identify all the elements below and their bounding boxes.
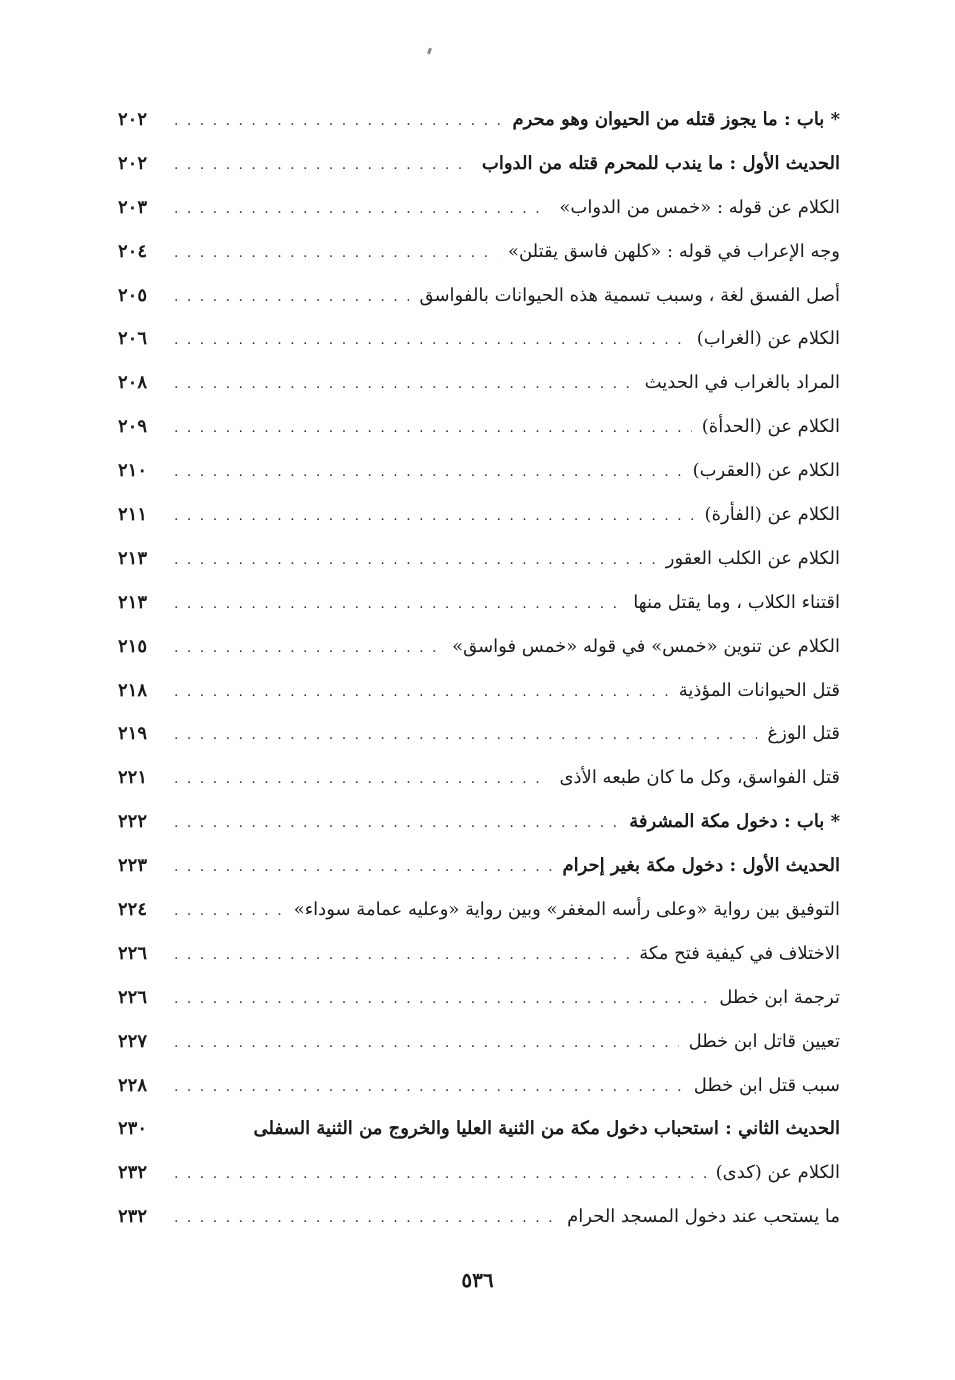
toc-dot-leader [174, 188, 549, 232]
toc-entry-title: الكلام عن (كدى) [715, 1162, 840, 1184]
toc-dot-leader [174, 714, 757, 758]
toc-entry-title: قتل الوزغ [767, 723, 840, 745]
toc-entry-page: ٢٠٥ [118, 284, 148, 306]
toc-entry-page: ٢١٨ [118, 679, 148, 701]
toc-entry [118, 712, 840, 756]
toc-entry [118, 932, 840, 976]
toc-entry-page: ٢٢٨ [118, 1074, 148, 1096]
toc-dot-leader [174, 758, 549, 802]
toc-entry [118, 1151, 840, 1195]
table-of-contents [118, 98, 840, 1239]
stray-mark [427, 48, 432, 55]
toc-entry-title: اقتناء الكلاب ، وما يقتل منها [633, 591, 840, 613]
toc-dot-leader [174, 934, 629, 978]
toc-entry [118, 449, 840, 493]
toc-entry-title: الكلام عن (الفأرة) [704, 504, 840, 526]
toc-entry-page: ٢٢٦ [118, 986, 148, 1008]
toc-entry-title: الكلام عن (الغراب) [696, 328, 840, 350]
toc-dot-leader [174, 495, 695, 539]
toc-entry [118, 537, 840, 581]
toc-dot-leader [174, 100, 502, 144]
toc-entry [118, 581, 840, 625]
toc-entry [118, 1195, 840, 1239]
toc-entry [118, 888, 840, 932]
toc-dot-leader [174, 451, 683, 495]
toc-entry [118, 669, 840, 713]
toc-entry-page: ٢٠٢ [118, 109, 148, 130]
toc-entry-page: ٢٢١ [118, 767, 148, 789]
toc-entry-title: الكلام عن قوله : «خمس من الدواب» [559, 196, 840, 218]
toc-entry [118, 317, 840, 361]
toc-dot-leader [174, 890, 284, 934]
toc-entry-page: ٢٣٠ [118, 1118, 148, 1140]
toc-entry-title: قتل الفواسق، وكل ما كان طبعه الأذى [559, 767, 840, 789]
toc-dot-leader [174, 627, 442, 671]
toc-entry-page: ٢٠٢ [118, 152, 148, 174]
toc-entry-title: وجه الإعراب في قوله : «كلهن فاسق يقتلن» [507, 240, 840, 262]
toc-entry [118, 493, 840, 537]
toc-entry-page: ٢٠٨ [118, 372, 148, 394]
toc-entry-title: ما يستحب عند دخول المسجد الحرام [567, 1206, 840, 1228]
toc-dot-leader [174, 583, 623, 627]
toc-entry-page: ٢٣٢ [118, 1162, 148, 1184]
toc-entry-title: سبب قتل ابن خطل [693, 1074, 840, 1096]
toc-entry-title: الاختلاف في كيفية فتح مكة [639, 942, 840, 964]
toc-entry-page: ٢٠٣ [118, 196, 148, 218]
toc-entry [118, 1107, 840, 1151]
toc-entry-page: ٢٣٢ [118, 1206, 148, 1228]
toc-entry [118, 844, 840, 888]
toc-entry-title: الحديث الثاني : استحباب دخول مكة من الثنية العليا والخروج من الثنية السفلى [253, 1118, 840, 1140]
toc-entry-page: ٢١٠ [118, 460, 148, 482]
toc-dot-leader [174, 1066, 684, 1110]
toc-entry [118, 142, 840, 186]
toc-entry [118, 98, 840, 142]
toc-entry-title: * باب : ما يجوز قتله من الحيوان وهو محرم [512, 109, 840, 130]
toc-entry-title: الحديث الأول : دخول مكة بغير إحرام [562, 855, 840, 877]
toc-entry-title: أصل الفسق لغة ، وسبب تسمية هذه الحيوانات بالفواسق [419, 284, 840, 306]
toc-entry-title: تعيين قاتل ابن خطل [688, 1030, 840, 1052]
toc-dot-leader [174, 1022, 679, 1066]
toc-entry-title: قتل الحيوانات المؤذية [678, 679, 840, 701]
toc-entry [118, 800, 840, 844]
toc-dot-leader [174, 144, 472, 188]
toc-entry-page: ٢١٣ [118, 591, 148, 613]
toc-entry [118, 186, 840, 230]
toc-entry-page: ٢١١ [118, 504, 148, 526]
toc-entry-page: ٢٢٦ [118, 942, 148, 964]
toc-dot-leader [174, 1153, 706, 1197]
toc-entry-title: التوفيق بين رواية «وعلى رأسه المغفر» وبين رواية «وعليه عمامة سوداء» [293, 899, 840, 921]
toc-entry-page: ٢٢٢ [118, 811, 148, 833]
toc-entry-page: ٢٠٩ [118, 416, 148, 438]
toc-entry-page: ٢١٩ [118, 723, 148, 745]
toc-entry [118, 405, 840, 449]
page-number: ٥٣٦ [461, 1268, 494, 1292]
toc-dot-leader [174, 1197, 557, 1241]
toc-entry-page: ٢٠٦ [118, 328, 148, 350]
toc-entry-page: ٢٢٤ [118, 899, 148, 921]
toc-entry-page: ٢١٣ [118, 547, 148, 569]
toc-entry-title: الكلام عن الكلب العقور [665, 547, 840, 569]
toc-entry-title: المراد بالغراب في الحديث [644, 372, 840, 394]
toc-entry-page: ٢٢٧ [118, 1030, 148, 1052]
toc-entry [118, 1020, 840, 1064]
toc-entry [118, 976, 840, 1020]
toc-dot-leader [174, 232, 498, 276]
toc-entry [118, 230, 840, 274]
toc-entry-title: الحديث الأول : ما يندب للمحرم قتله من الدواب [481, 152, 840, 174]
toc-dot-leader [174, 978, 709, 1022]
toc-entry [118, 625, 840, 669]
toc-dot-leader [174, 363, 635, 407]
toc-entry-title: * باب : دخول مكة المشرفة [629, 811, 840, 833]
toc-entry-title: الكلام عن (العقرب) [692, 460, 840, 482]
toc-dot-leader [174, 671, 669, 715]
toc-entry-title: الكلام عن تنوين «خمس» في قوله «خمس فواسق» [452, 635, 840, 657]
toc-entry-title: الكلام عن (الحدأة) [701, 416, 840, 438]
toc-dot-leader [174, 846, 552, 890]
toc-dot-leader [174, 276, 409, 320]
toc-entry [118, 756, 840, 800]
toc-dot-leader [174, 802, 619, 846]
toc-entry-title: ترجمة ابن خطل [719, 986, 840, 1008]
toc-entry-page: ٢٠٤ [118, 240, 148, 262]
toc-entry [118, 1064, 840, 1108]
toc-entry [118, 274, 840, 318]
toc-dot-leader [174, 407, 692, 451]
toc-dot-leader [174, 319, 687, 363]
toc-dot-leader [174, 539, 656, 583]
toc-entry [118, 361, 840, 405]
toc-entry-page: ٢٢٣ [118, 855, 148, 877]
toc-entry-page: ٢١٥ [118, 635, 148, 657]
